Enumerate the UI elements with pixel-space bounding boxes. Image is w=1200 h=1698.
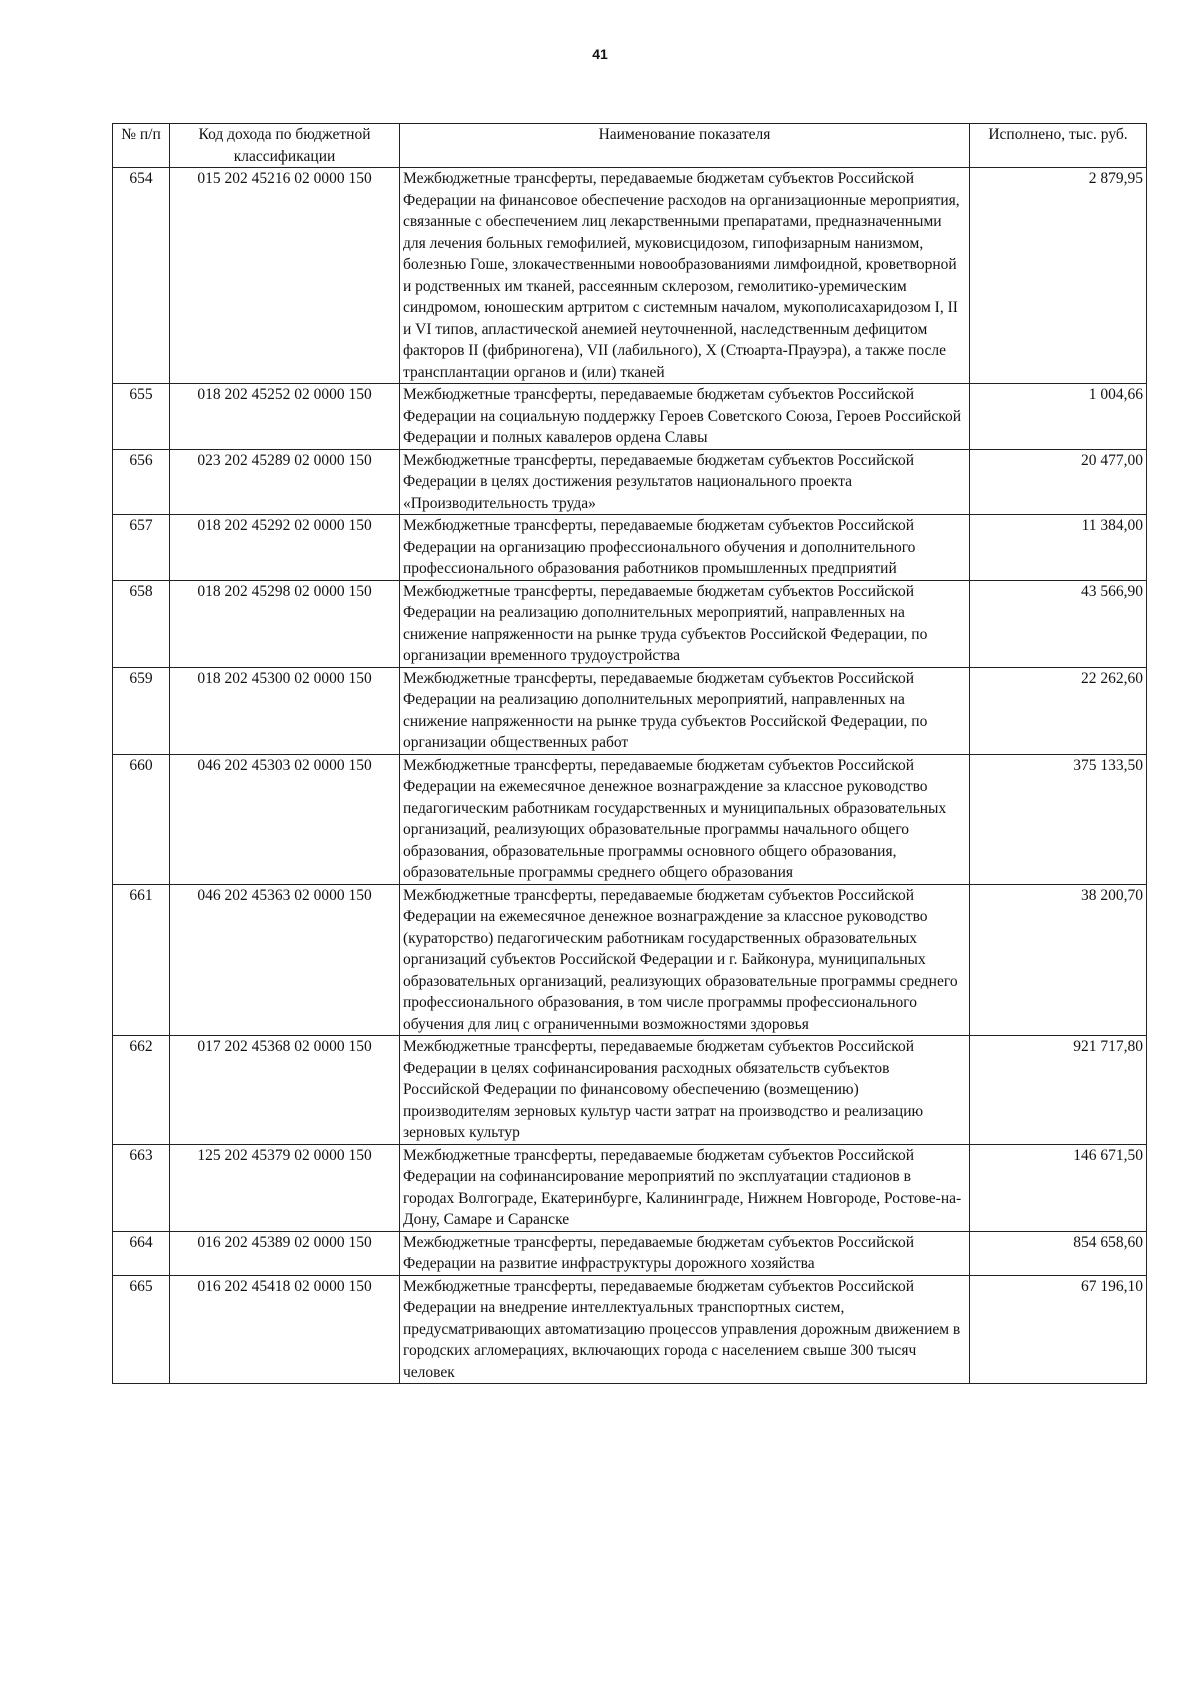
row-amount: 67 196,10: [970, 1275, 1147, 1384]
row-name: Межбюджетные трансферты, передаваемые бюджетам субъектов Российской Федерации в целях софинансирования расходных обязательств субъектов Российской Федерации по финансовому обеспечению (возмещению) производителям зерновых культур части затрат на производство и реализацию зерновых культур: [400, 1036, 970, 1145]
row-code: 125 202 45379 02 0000 150: [170, 1144, 400, 1231]
row-name: Межбюджетные трансферты, передаваемые бюджетам субъектов Российской Федерации на финансовое обеспечение расходов на организационные мероприятия, связанные с обеспечением лиц лекарственными препаратами, предназначенными для лечения больных гемофилией, муковисцидозом, гипофизарным нанизмом, болезнью Гоше, злокачественными новообразованиями лимфоидной, кроветворной и родственных им тканей, рассеянным склерозом, гемолитико-уремическим синдромом, юношеским артритом с системным началом, мукополисахаридозом I, II и VI типов, апластической анемией неуточненной, наследственным дефицитом факторов II (фибриногена), VII (лабильного), X (Стюарта-Прауэра), а также после трансплантации органов и (или) тканей: [400, 168, 970, 384]
row-code: 018 202 45298 02 0000 150: [170, 580, 400, 667]
table-row: [113, 384, 1147, 450]
table-row: [113, 1231, 1147, 1275]
row-num: 658: [113, 580, 170, 667]
row-amount: 43 566,90: [970, 580, 1147, 667]
row-amount: 854 658,60: [970, 1231, 1147, 1275]
row-amount: 38 200,70: [970, 884, 1147, 1036]
row-name: Межбюджетные трансферты, передаваемые бюджетам субъектов Российской Федерации на социальную поддержку Героев Советского Союза, Героев Российской Федерации и полных кавалеров ордена Славы: [400, 384, 970, 450]
row-name: Межбюджетные трансферты, передаваемые бюджетам субъектов Российской Федерации на ежемесячное денежное вознаграждение за классное руководство (кураторство) педагогическим работникам государственных образовательных организаций субъектов Российской Федерации и г. Байконура, муниципальных образовательных организаций, реализующих образовательные программы среднего профессионального образования, в том числе программы профессионального обучения для лиц с ограниченными возможностями здоровья: [400, 884, 970, 1036]
table-row: [113, 1275, 1147, 1384]
row-amount: 11 384,00: [970, 515, 1147, 581]
table-row: [113, 1144, 1147, 1231]
row-amount: 1 004,66: [970, 384, 1147, 450]
row-code: 016 202 45389 02 0000 150: [170, 1231, 400, 1275]
page-number: 41: [592, 46, 608, 62]
table-header-row: [113, 124, 1147, 168]
row-code: 015 202 45216 02 0000 150: [170, 168, 400, 384]
row-num: 661: [113, 884, 170, 1036]
row-name: Межбюджетные трансферты, передаваемые бюджетам субъектов Российской Федерации на реализацию дополнительных мероприятий, направленных на снижение напряженности на рынке труда субъектов Российской Федерации, по организации общественных работ: [400, 667, 970, 754]
table-row: [113, 667, 1147, 754]
table-row: [113, 515, 1147, 581]
row-code: 023 202 45289 02 0000 150: [170, 449, 400, 515]
row-code: 018 202 45300 02 0000 150: [170, 667, 400, 754]
row-code: 016 202 45418 02 0000 150: [170, 1275, 400, 1384]
row-num: 655: [113, 384, 170, 450]
row-amount: 20 477,00: [970, 449, 1147, 515]
header-amount: Исполнено, тыс. руб.: [970, 124, 1147, 168]
row-num: 663: [113, 1144, 170, 1231]
row-amount: 2 879,95: [970, 168, 1147, 384]
row-amount: 22 262,60: [970, 667, 1147, 754]
row-code: 017 202 45368 02 0000 150: [170, 1036, 400, 1145]
row-num: 654: [113, 168, 170, 384]
table-row: [113, 754, 1147, 884]
row-amount: 921 717,80: [970, 1036, 1147, 1145]
header-name: Наименование показателя: [400, 124, 970, 168]
header-code: Код дохода по бюджетной классификации: [170, 124, 400, 168]
row-code: 046 202 45363 02 0000 150: [170, 884, 400, 1036]
row-amount: 375 133,50: [970, 754, 1147, 884]
row-name: Межбюджетные трансферты, передаваемые бюджетам субъектов Российской Федерации на софинансирование мероприятий по эксплуатации стадионов в городах Волгограде, Екатеринбурге, Калининграде, Нижнем Новгороде, Ростове-на-Дону, Самаре и Саранске: [400, 1144, 970, 1231]
row-amount: 146 671,50: [970, 1144, 1147, 1231]
table-row: [113, 449, 1147, 515]
row-name: Межбюджетные трансферты, передаваемые бюджетам субъектов Российской Федерации на внедрение интеллектуальных транспортных систем, предусматривающих автоматизацию процессов управления дорожным движением в городских агломерациях, включающих города с населением свыше 300 тысяч человек: [400, 1275, 970, 1384]
row-num: 657: [113, 515, 170, 581]
row-name: Межбюджетные трансферты, передаваемые бюджетам субъектов Российской Федерации на организацию профессионального обучения и дополнительного профессионального образования работников промышленных предприятий: [400, 515, 970, 581]
row-code: 018 202 45292 02 0000 150: [170, 515, 400, 581]
row-num: 660: [113, 754, 170, 884]
table-row: [113, 580, 1147, 667]
row-code: 046 202 45303 02 0000 150: [170, 754, 400, 884]
row-code: 018 202 45252 02 0000 150: [170, 384, 400, 450]
row-name: Межбюджетные трансферты, передаваемые бюджетам субъектов Российской Федерации на реализацию дополнительных мероприятий, направленных на снижение напряженности на рынке труда субъектов Российской Федерации, по организации временного трудоустройства: [400, 580, 970, 667]
row-num: 656: [113, 449, 170, 515]
row-num: 664: [113, 1231, 170, 1275]
row-name: Межбюджетные трансферты, передаваемые бюджетам субъектов Российской Федерации на ежемесячное денежное вознаграждение за классное руководство педагогическим работникам государственных и муниципальных образовательных организаций, реализующих образовательные программы начального общего образования, образовательные программы основного общего образования, образовательные программы среднего общего образования: [400, 754, 970, 884]
row-name: Межбюджетные трансферты, передаваемые бюджетам субъектов Российской Федерации на развитие инфраструктуры дорожного хозяйства: [400, 1231, 970, 1275]
table-row: [113, 884, 1147, 1036]
row-num: 659: [113, 667, 170, 754]
header-num: № п/п: [113, 124, 170, 168]
row-name: Межбюджетные трансферты, передаваемые бюджетам субъектов Российской Федерации в целях достижения результатов национального проекта «Производительность труда»: [400, 449, 970, 515]
row-num: 662: [113, 1036, 170, 1145]
budget-table: [112, 123, 1147, 1384]
table-row: [113, 1036, 1147, 1145]
row-num: 665: [113, 1275, 170, 1384]
table-row: [113, 168, 1147, 384]
